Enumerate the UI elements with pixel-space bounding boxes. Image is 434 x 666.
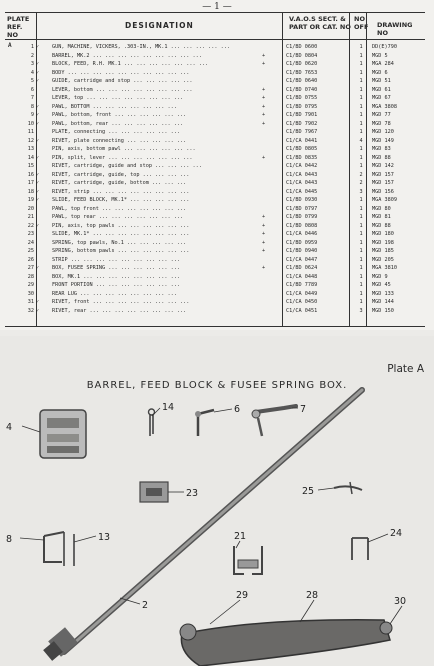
row-drawing-number: MGD 157 (372, 180, 394, 186)
row-ref-number: 20 (27, 205, 34, 212)
row-drawing-number: MGD 120 (372, 129, 394, 135)
row-drawing-number: MGD 61 (372, 86, 391, 93)
row-part-number: C1/CA 0441 (286, 137, 318, 144)
row-designation: PAWL, bottom, front ... ... ... ... ... ... (52, 112, 187, 118)
row-ref-number: 32 (27, 307, 34, 314)
row-designation: SLIDE, FEED BLOCK, MK.1* ... ... ... ... ... (52, 197, 190, 203)
top-pawls-spring-drawing (352, 538, 368, 560)
section-letter: A (8, 42, 12, 49)
row-check-mark: ✓ (36, 222, 40, 229)
row-plus-mark: + (262, 154, 266, 161)
table-header (5, 12, 425, 40)
row-part-number: C1/BD 0930 (286, 197, 318, 203)
row-part-number: C1/CA 0445 (286, 188, 318, 195)
table-row (0, 44, 434, 51)
bottom-pawl-drawing (44, 532, 64, 566)
row-drawing-number: MGD 6 (372, 69, 388, 76)
row-check-mark: ✓ (36, 112, 40, 118)
row-ref-number: 19 (27, 197, 34, 203)
row-designation: PIN, split, lever ... ... ... ... ... ... ... (52, 154, 193, 161)
header-designation: DESIGNATION (125, 21, 194, 30)
table-row (0, 180, 434, 187)
row-drawing-number: MGD 142 (372, 163, 394, 169)
row-quantity: 1 (359, 214, 363, 220)
row-check-mark: ✓ (36, 180, 40, 186)
callout-8: 8 (6, 534, 13, 545)
row-part-number: C1/BD 0620 (286, 61, 318, 67)
row-ref-number: 26 (27, 256, 34, 263)
fusee-spring-box-drawing (180, 620, 392, 666)
row-ref-number: 21 (27, 214, 34, 220)
row-quantity: 1 (359, 112, 363, 118)
callout-14: 14 (162, 402, 175, 413)
callout-6: 6 (234, 404, 241, 415)
table-row (0, 112, 434, 119)
table-row (0, 138, 434, 145)
plate-label: Plate A (387, 363, 424, 375)
row-part-number: C1/BD 7902 (286, 120, 318, 127)
row-drawing-number: MGD 149 (372, 137, 394, 144)
row-ref-number: 11 (27, 129, 34, 135)
row-quantity: 1 (359, 248, 363, 254)
row-designation: RIVET, plate connecting ... ... ... ... ... (52, 137, 187, 144)
row-ref-number: 6 (30, 86, 34, 93)
row-drawing-number: MGA 3809 (372, 197, 397, 203)
row-designation: FRONT PORTION ... ... ... ... ... ... ... (52, 282, 181, 288)
row-ref-number: 17 (27, 180, 34, 186)
row-designation: STRIP ... ... ... ... ... ... ... ... ... (52, 256, 181, 263)
callout-30: 30 (394, 596, 407, 607)
row-part-number: C1/BD 0805 (286, 146, 318, 152)
callout-21: 21 (234, 531, 247, 542)
table-row (0, 299, 434, 306)
row-ref-number: 30 (27, 290, 34, 297)
row-designation: GUN, MACHINE, VICKERS, .303-IN., MK.1 ... ... ... ... ... (52, 44, 231, 50)
row-quantity: 3 (359, 307, 363, 314)
row-drawing-number: MGD 80 (372, 205, 391, 212)
callout-4: 4 (6, 422, 13, 433)
row-plus-mark: + (262, 112, 266, 118)
callout-28: 28 (306, 590, 319, 601)
table-row (0, 155, 434, 162)
bottom-rule (5, 326, 425, 327)
row-ref-number: 15 (27, 163, 34, 169)
row-quantity: 3 (359, 188, 363, 195)
row-plus-mark: + (262, 120, 266, 127)
row-drawing-number: MGD 88 (372, 154, 391, 161)
callout-24: 24 (390, 528, 403, 539)
row-designation: GUIDE, cartridge and stop ... ... ... ... ... (52, 78, 193, 84)
row-drawing-number: MGD 205 (372, 256, 394, 263)
row-drawing-number: MGA 3808 (372, 103, 397, 110)
row-part-number: C1/BD 0740 (286, 86, 318, 93)
row-ref-number: 5 (30, 78, 34, 84)
row-drawing-number: MGD 78 (372, 120, 391, 127)
row-quantity: 1 (359, 95, 363, 101)
row-drawing-number: MGD 81 (372, 214, 391, 220)
row-ref-number: 13 (27, 146, 34, 152)
bottom-lever-drawing (195, 410, 214, 436)
bottom-pawls-spring-drawing (334, 482, 362, 494)
row-check-mark: ✓ (36, 78, 40, 84)
row-drawing-number: MGD 180 (372, 231, 394, 237)
row-part-number: C1/BD 0804 (286, 52, 318, 59)
row-plus-mark: + (262, 222, 266, 229)
row-plus-mark: + (262, 239, 266, 246)
row-drawing-number: MGD 51 (372, 78, 391, 84)
table-row (0, 248, 434, 255)
table-row (0, 197, 434, 204)
table-row (0, 104, 434, 111)
row-ref-number: 4 (30, 69, 34, 76)
table-row (0, 240, 434, 247)
row-designation: RIVET, rear ... ... ... ... ... ... ... ... (52, 307, 187, 314)
row-quantity: 2 (359, 180, 363, 186)
row-designation: PAWL, bottom, rear ... ... ... ... ... ... (52, 120, 184, 127)
row-check-mark: ✓ (36, 265, 40, 271)
row-plus-mark: + (262, 265, 266, 271)
row-ref-number: 9 (30, 112, 34, 118)
row-part-number: C1/BD 7967 (286, 129, 318, 135)
row-designation: SPRING, top pawls, No.1 ... ... ... ... ... (52, 239, 187, 246)
row-part-number: C1/BD 7789 (286, 282, 318, 288)
table-row (0, 129, 434, 136)
table-row (0, 121, 434, 128)
row-ref-number: 3 (30, 61, 34, 67)
callout-7: 7 (300, 404, 307, 415)
top-pawls-drawing (234, 546, 262, 574)
top-lever-drawing (252, 406, 296, 436)
callout-23: 23 (186, 488, 199, 499)
row-ref-number: 1 (30, 44, 34, 50)
table-row (0, 291, 434, 298)
row-designation: PAWL, top front ... ... ... ... ... ... ... (52, 205, 187, 212)
row-ref-number: 8 (30, 103, 34, 110)
row-plus-mark: + (262, 61, 266, 67)
row-part-number: C1/CA 0442 (286, 163, 318, 169)
row-quantity: 1 (359, 154, 363, 161)
table-row (0, 223, 434, 230)
row-part-number: C1/BD 0600 (286, 44, 318, 50)
table-row (0, 308, 434, 315)
row-part-number: C1/BD 0940 (286, 248, 318, 254)
row-plus-mark: + (262, 214, 266, 220)
page-number: — 1 — (202, 2, 232, 12)
row-drawing-number: MGA 3810 (372, 265, 397, 271)
row-drawing-number: MGD 83 (372, 146, 391, 152)
row-designation: RIVET, cartridge, guide, top ... ... ... ... (52, 171, 190, 178)
callout-25: 25 (302, 486, 315, 497)
row-check-mark: ✓ (36, 44, 40, 50)
row-part-number: C1/CA 0443 (286, 171, 318, 178)
row-check-mark: ✓ (36, 171, 40, 178)
row-quantity: 2 (359, 171, 363, 178)
row-drawing-number: MGA 284 (372, 61, 394, 67)
row-quantity: 1 (359, 265, 363, 271)
header-no-off: NO OFF (354, 15, 369, 31)
row-check-mark: ✓ (36, 307, 40, 314)
row-drawing-number: MGD 5 (372, 52, 388, 59)
row-designation: BOX, FUSEE SPRING ... ... ... ... ... ... (52, 265, 181, 271)
table-row (0, 163, 434, 170)
row-plus-mark: + (262, 86, 266, 93)
row-designation: PAWL, BOTTOM ... ... ... ... ... ... ... (52, 103, 177, 110)
row-drawing-number: MGD 156 (372, 188, 394, 195)
row-designation: BLOCK, FEED, R.H. MK.1 ... ... ... ... ... ... ... (52, 61, 209, 67)
row-ref-number: 23 (27, 231, 34, 237)
row-part-number: C1/BD 0755 (286, 95, 318, 101)
row-quantity: 1 (359, 86, 363, 93)
row-quantity: 1 (359, 282, 363, 288)
row-ref-number: 7 (30, 95, 34, 101)
table-row (0, 172, 434, 179)
split-pin-drawing (149, 409, 155, 436)
table-row (0, 87, 434, 94)
row-plus-mark: + (262, 103, 266, 110)
row-check-mark: ✓ (36, 120, 40, 127)
row-quantity: 1 (359, 120, 363, 127)
row-quantity: 1 (359, 205, 363, 212)
table-row (0, 95, 434, 102)
table-row (0, 274, 434, 281)
row-designation: LEVER, top ... ... ... ... ... ... ... ... (52, 95, 184, 101)
header-plate-ref: PLATE REF. NO (7, 15, 30, 39)
table-row (0, 214, 434, 221)
table-row (0, 282, 434, 289)
row-ref-number: 27 (27, 265, 34, 271)
row-ref-number: 12 (27, 137, 34, 144)
row-quantity: 1 (359, 239, 363, 246)
row-drawing-number: MGD 144 (372, 299, 394, 305)
row-part-number: C1/CA 0447 (286, 256, 318, 263)
row-designation: RIVET, cartridge, guide and stop ... ... ... ... (52, 163, 202, 169)
row-ref-number: 29 (27, 282, 34, 288)
row-designation: BARREL, MK.2 ... ... ... ... ... ... ... ... ... (52, 52, 202, 59)
row-quantity: 1 (359, 163, 363, 169)
row-drawing-number: MGD 150 (372, 307, 394, 314)
row-drawing-number: MGD 198 (372, 239, 394, 246)
row-plus-mark: + (262, 95, 266, 101)
table-row (0, 146, 434, 153)
feed-block-body-drawing (40, 410, 86, 458)
row-designation: PIN, axis, top pawls ... ... ... ... ... ... (52, 222, 190, 229)
table-row (0, 231, 434, 238)
row-drawing-number: MGD 133 (372, 290, 394, 297)
table-row (0, 189, 434, 196)
row-quantity: 1 (359, 129, 363, 135)
row-part-number: C1/BD 0797 (286, 205, 318, 212)
slide-drawing (140, 482, 168, 502)
row-quantity: 1 (359, 78, 363, 84)
row-part-number: C1/BD 0808 (286, 222, 318, 229)
row-check-mark: ✓ (36, 299, 40, 305)
table-row (0, 70, 434, 77)
row-part-number: C1/CA 0446 (286, 231, 318, 237)
table-row (0, 78, 434, 85)
row-ref-number: 31 (27, 299, 34, 305)
row-designation: RIVET, cartridge, guide, bottom ... ... ... (52, 180, 187, 186)
row-part-number: C1/CA 0443 (286, 180, 318, 186)
row-check-mark: ✓ (36, 188, 40, 195)
row-quantity: 1 (359, 61, 363, 67)
row-part-number: C1/BD 0795 (286, 103, 318, 110)
row-quantity: 1 (359, 52, 363, 59)
row-designation: REAR LUG ... ... ... ... ... ... ... ... (52, 290, 177, 297)
table-row (0, 61, 434, 68)
row-ref-number: 24 (27, 239, 34, 246)
row-quantity: 1 (359, 44, 363, 50)
parts-list-page (0, 0, 434, 330)
row-designation: PAWL, top rear ... ... ... ... ... ... ... (52, 214, 184, 220)
row-part-number: C1/BD 0640 (286, 78, 318, 84)
row-check-mark: ✓ (36, 154, 40, 161)
row-plus-mark: + (262, 248, 266, 254)
row-check-mark: ✓ (36, 137, 40, 144)
table-row (0, 257, 434, 264)
row-quantity: 4 (359, 137, 363, 144)
row-quantity: 1 (359, 273, 363, 280)
row-ref-number: 14 (27, 154, 34, 161)
row-part-number: C1/BD 7901 (286, 112, 318, 118)
header-drawing-no: DRAWING NO (377, 21, 413, 37)
row-part-number: C1/CA 0448 (286, 273, 318, 280)
row-ref-number: 10 (27, 120, 34, 127)
table-row (0, 206, 434, 213)
row-quantity: 1 (359, 290, 363, 297)
row-designation: PLATE, connecting ... ... ... ... ... ... (52, 129, 181, 135)
row-part-number: C1/CA 0450 (286, 299, 318, 305)
row-ref-number: 22 (27, 222, 34, 229)
table-row (0, 265, 434, 272)
row-ref-number: 2 (30, 52, 34, 59)
row-drawing-number: MGD 88 (372, 222, 391, 229)
callout-2: 2 (142, 600, 149, 611)
header-vaos: V.A.O.S SECT. & PART OR CAT. NO (289, 15, 351, 31)
row-ref-number: 25 (27, 248, 34, 254)
plate-title: BARREL, FEED BLOCK & FUSEE SPRING BOX. (86, 380, 348, 391)
row-drawing-number: MGD 67 (372, 95, 391, 101)
row-drawing-number: MGD 9 (372, 273, 388, 280)
row-drawing-number: DD(E)790 (372, 44, 397, 50)
row-quantity: 1 (359, 103, 363, 110)
row-check-mark: ✓ (36, 69, 40, 76)
row-quantity: 1 (359, 299, 363, 305)
row-drawing-number: MGD 157 (372, 171, 394, 178)
row-part-number: C1/CA 0449 (286, 290, 318, 297)
row-check-mark: ✓ (36, 197, 40, 203)
row-ref-number: 16 (27, 171, 34, 178)
row-part-number: C1/CA 0451 (286, 307, 318, 314)
row-designation: SLIDE, MK.1* ... ... ... ... ... ... ... ... (52, 231, 190, 237)
callout-13: 13 (98, 532, 111, 543)
row-designation: LEVER, bottom ... ... ... ... ... ... ... ... (52, 86, 193, 93)
row-part-number: C1/BD 7653 (286, 69, 318, 76)
row-quantity: 1 (359, 256, 363, 263)
row-check-mark: ✓ (36, 103, 40, 110)
row-quantity: 1 (359, 197, 363, 203)
row-designation: SPRING, bottom pawls ... ... ... ... ... ... (52, 248, 190, 254)
row-quantity: 1 (359, 146, 363, 152)
row-designation: BODY ... ... ... ... ... ... ... ... ... ... (52, 69, 190, 76)
row-plus-mark: + (262, 52, 266, 59)
row-part-number: C1/BD 0799 (286, 214, 318, 220)
row-drawing-number: MGD 45 (372, 282, 391, 288)
row-check-mark: ✓ (36, 61, 40, 67)
row-plus-mark: + (262, 231, 266, 237)
parts-illustration (0, 336, 434, 666)
row-drawing-number: MGD 77 (372, 112, 391, 118)
row-designation: PIN, axis, bottom pawl ... ... ... ... ... ... (52, 146, 196, 152)
row-quantity: 1 (359, 222, 363, 229)
row-part-number: C1/BD 0835 (286, 154, 318, 161)
row-designation: RIVET, front ... ... ... ... ... ... ... ... (52, 299, 190, 305)
table-row (0, 53, 434, 60)
callout-29: 29 (236, 590, 249, 601)
row-part-number: C1/BD 0624 (286, 265, 318, 271)
row-designation: BOX, MK.1 ... ... ... ... ... ... ... ... (52, 273, 181, 280)
row-ref-number: 28 (27, 273, 34, 280)
row-drawing-number: MGD 185 (372, 248, 394, 254)
row-designation: RIVET, strip ... ... ... ... ... ... ... ... (52, 188, 190, 195)
row-ref-number: 18 (27, 188, 34, 195)
row-part-number: C1/BD 0959 (286, 239, 318, 246)
row-quantity: 1 (359, 231, 363, 237)
row-quantity: 1 (359, 69, 363, 76)
